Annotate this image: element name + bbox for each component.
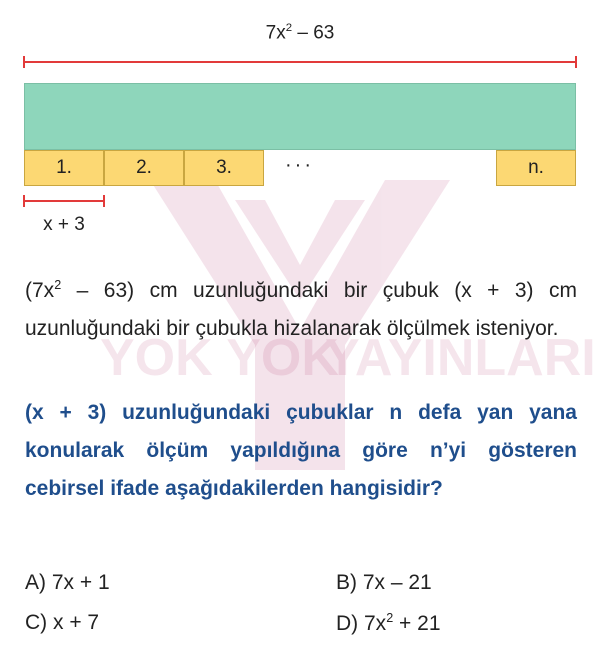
option-d[interactable]: D) $7x^2 + 21$ [336, 611, 441, 635]
total-length-measure-line [20, 54, 580, 70]
watermark-text-right: YAYINLARI [325, 329, 596, 387]
question-prompt: (x + 3) uzunluğundaki çubuklar n defa yan yana konularak ölçüm yapıldığına göre n’yi gösteren cebirsel ifade aşağıdakilerden hangisidir? [25, 401, 577, 500]
segment-2: 2. [104, 150, 184, 186]
option-c[interactable]: C) x + 7 [25, 611, 100, 634]
segment-3: 3. [184, 150, 264, 186]
long-rod [24, 83, 576, 150]
question-intro: $(7x^2 - 63)$ cm uzunluğundaki bir çubuk (x + 3) cm uzunluğundaki bir çubukla hizalanarak ölçülmek isteniyor. [25, 278, 577, 340]
option-a[interactable]: A) 7x + 1 [25, 571, 110, 594]
total-length-label: $7x^2 - 63$ [265, 22, 335, 44]
unit-length-label: x + 3 [43, 214, 85, 235]
unit-length-measure-line [20, 193, 110, 209]
ellipsis: ··· [285, 154, 314, 176]
segment-1: 1. [24, 150, 104, 186]
watermark-text-left: YOK YOK [100, 329, 339, 387]
segment-n: n. [496, 150, 576, 186]
option-b[interactable]: B) 7x – 21 [336, 571, 432, 594]
